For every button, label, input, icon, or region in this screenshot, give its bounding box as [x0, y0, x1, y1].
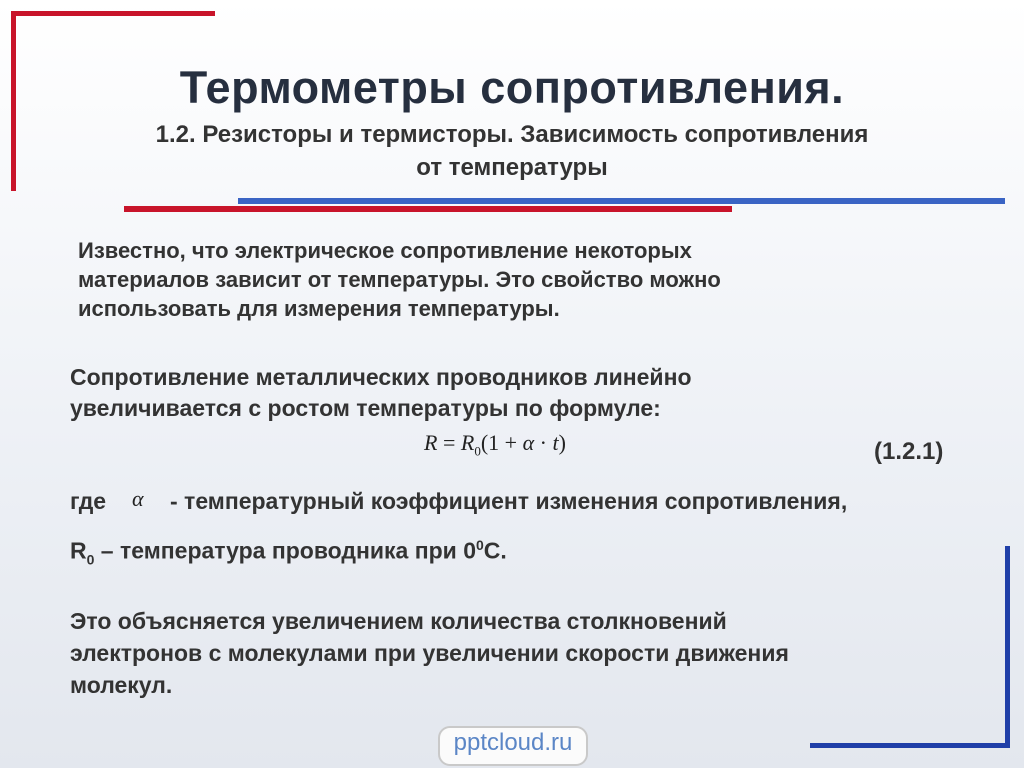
intro-line-1: Известно, что электрическое сопротивление некоторых	[78, 238, 692, 263]
resistance-formula	[424, 430, 566, 459]
where-text: - температурный коэффициент изменения сопротивления,	[170, 488, 848, 514]
divider-red-line	[124, 206, 732, 212]
formula-open: (1 +	[480, 430, 523, 455]
top-left-red-bar-horizontal	[11, 11, 215, 16]
r0-text: – температура проводника при 0	[94, 537, 476, 564]
metal-paragraph	[70, 362, 970, 424]
intro-paragraph	[78, 236, 958, 323]
r0-unit: С.	[483, 537, 507, 564]
divider-blue-line	[238, 198, 1005, 204]
slide-subtitle	[60, 118, 964, 184]
subtitle-line-1: 1.2. Резисторы и термисторы. Зависимость сопротивления	[155, 121, 869, 148]
formula-R: R	[424, 430, 438, 455]
formula-R0: R	[460, 430, 475, 455]
pptcloud-watermark-link[interactable]: pptcloud.ru	[438, 726, 588, 766]
formula-alpha: α	[522, 430, 535, 455]
explanation-paragraph	[70, 605, 970, 701]
metal-line-2: увеличивается с ростом температуры по формуле:	[70, 395, 661, 421]
slide-title: Термометры сопротивления.	[179, 62, 845, 113]
intro-line-2: материалов зависит от температуры. Это свойство можно	[78, 267, 721, 292]
intro-line-3: использовать для измерения температуры.	[78, 296, 560, 321]
subtitle-line-2: от температуры	[416, 154, 608, 181]
formula-close: )	[558, 430, 566, 455]
formula-equals: =	[437, 430, 461, 455]
metal-line-1: Сопротивление металлических проводников линейно	[70, 364, 692, 390]
r0-symbol: R	[70, 537, 87, 564]
alpha-symbol: α	[132, 486, 144, 511]
explanation-line-2: электронов с молекулами при увеличении скорости движения	[70, 640, 789, 666]
explanation-line-1: Это объясняется увеличением количества столкновений	[70, 608, 727, 634]
r0-subscript: 0	[86, 551, 95, 568]
formula-t: t	[552, 430, 559, 455]
where-prefix: где	[70, 488, 107, 514]
bottom-right-navy-bar-vertical	[1005, 546, 1010, 748]
r0-line	[70, 530, 770, 574]
bottom-right-navy-bar-horizontal	[810, 743, 1010, 748]
formula-dot: ·	[534, 430, 553, 455]
formula-R0-subscript: 0	[474, 443, 481, 459]
r0-degree: 0	[476, 537, 484, 553]
explanation-line-3: молекул.	[70, 672, 173, 698]
equation-number: (1.2.1)	[874, 438, 944, 465]
